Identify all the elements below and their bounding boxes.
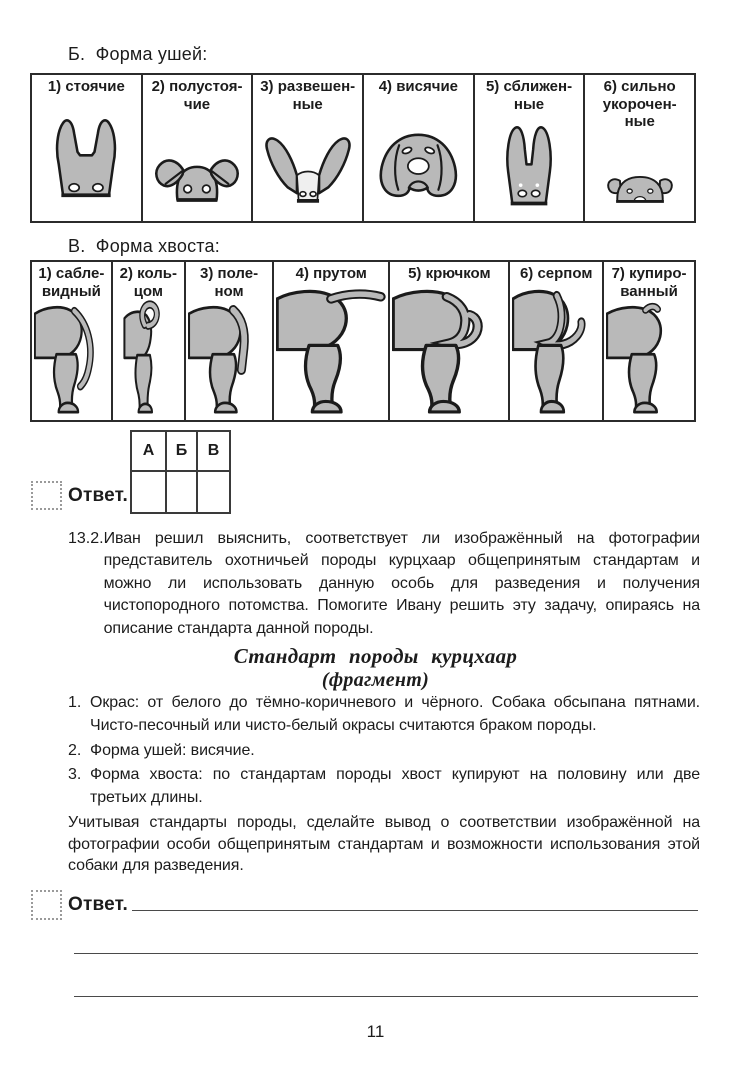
standard-item-2: 2. Форма ушей: висячие. — [68, 741, 255, 759]
dog-tail-sickle-illustration — [512, 283, 600, 418]
tail-type-label: 6) серпом — [519, 265, 593, 282]
tails-table-cell-2 — [111, 262, 184, 420]
dog-head-hanging-ears-svg — [366, 110, 471, 204]
dog-head-spread-ears-illustration — [255, 113, 360, 219]
answer-grid-header-b: Б — [165, 432, 196, 470]
dog-tail-saber-svg — [34, 300, 109, 418]
tails-table-cell-6 — [508, 262, 602, 420]
tails-table — [30, 260, 696, 422]
dog-tail-hook-svg — [392, 283, 506, 418]
score-box[interactable] — [31, 481, 62, 510]
dog-head-close-set-ears-svg — [479, 118, 579, 214]
task-number: 13.2. — [68, 530, 104, 547]
page-number: 11 — [366, 1022, 385, 1041]
dog-tail-rod-illustration — [276, 283, 386, 418]
dog-head-erect-ears-svg — [35, 109, 137, 205]
ear-type-label: 6) сильно укорочен- ные — [602, 78, 677, 131]
ear-type-label: 4) висячие — [378, 78, 459, 95]
dog-tail-saber-illustration — [34, 300, 109, 418]
ears-table-cell-5 — [473, 75, 584, 221]
dog-tail-sickle-svg — [512, 283, 600, 418]
tails-table-cell-7 — [602, 262, 694, 420]
standard-subtitle: (фрагмент) — [321, 669, 430, 691]
answer-grid-header-v: В — [196, 432, 229, 470]
task-13-2 — [68, 528, 700, 640]
task-text: Иван решил выяснить, соответствует ли изображённый на фотографии представитель охотничьей породы курцхаар общепринятым стандартам и можно ли использовать данную особь для разведения и получения чистопородного потомства. Помогите Ивану решить эту задачу, опираясь на описание стандарта данной породы. — [103, 530, 700, 637]
ears-table-cell-1 — [32, 75, 141, 221]
dog-head-semi-erect-ears-illustration — [145, 113, 250, 219]
ears-table — [30, 73, 696, 223]
dog-tail-ring-svg — [115, 300, 182, 418]
answer-label: Ответ. — [68, 485, 128, 506]
tail-type-label: 2) коль- цом — [119, 265, 178, 300]
ear-type-label: 5) сближен- ные — [485, 78, 573, 113]
standard-title: Стандарт породы курцхаар — [233, 644, 518, 668]
tails-table-cell-5 — [388, 262, 508, 420]
answer-grid-value-v[interactable] — [196, 470, 229, 512]
tail-type-label: 5) крючком — [408, 265, 491, 282]
dog-head-semi-erect-ears-svg — [146, 123, 248, 209]
tails-table-cell-3 — [184, 262, 272, 420]
tails-table-cell-4 — [272, 262, 388, 420]
ears-table-cell-6 — [583, 75, 694, 221]
tails-section-title: В. Форма хвоста: — [68, 236, 220, 256]
ear-type-label: 2) полустоя- чие — [151, 78, 243, 113]
answer-write-line-3[interactable] — [74, 996, 698, 997]
ears-section-title: Б. Форма ушей: — [68, 44, 208, 64]
dog-tail-rod-svg — [276, 283, 386, 418]
tail-type-label: 1) сабле- видный — [38, 265, 105, 300]
answer-line-label: Ответ. — [68, 894, 128, 915]
dog-head-hanging-ears-illustration — [366, 96, 471, 219]
dog-tail-docked-illustration — [606, 300, 692, 418]
dog-head-erect-ears-illustration — [34, 96, 139, 219]
tail-type-label: 4) прутом — [295, 265, 367, 282]
dog-head-spread-ears-svg — [257, 121, 359, 211]
tail-type-label: 7) купиро- ванный — [611, 265, 687, 300]
dog-tail-hook-illustration — [392, 283, 506, 418]
answer-write-line-2[interactable] — [74, 953, 698, 954]
dog-head-cropped-ears-svg — [589, 144, 691, 206]
ears-table-cell-3 — [251, 75, 362, 221]
dog-tail-ring-illustration — [115, 300, 182, 418]
score-box-2[interactable] — [31, 890, 62, 920]
conclusion-text: Учитывая стандарты породы, сделайте вывод о соответствии изображённой на фотографии особи общепринятым стандартам и возможности использования этой собаки для разведения. — [68, 814, 700, 875]
ears-table-cell-4 — [362, 75, 473, 221]
dog-tail-docked-svg — [606, 300, 692, 418]
answer-grid-header-a: А — [142, 442, 155, 459]
tails-table-cell-1 — [32, 262, 111, 420]
dog-tail-log-svg — [188, 300, 270, 418]
ears-table-cell-2 — [141, 75, 252, 221]
tail-type-label: 3) поле- ном — [200, 265, 259, 300]
standard-item-1: 1. Окрас: от белого до тёмно-коричневого и чёрного. Собака обсыпана пятнами. Чисто-песочный или чисто-белый окрасы считаются браком породы. — [68, 694, 700, 734]
dog-head-close-set-ears-illustration — [477, 113, 582, 219]
answer-grid-value-b[interactable] — [165, 470, 196, 512]
standard-item-3: 3. Форма хвоста: по стандартам породы хвост купируют на половину или две третьих длины. — [68, 766, 700, 807]
answer-grid — [130, 430, 231, 514]
dog-head-cropped-ears-illustration — [587, 131, 692, 219]
answer-grid-value-a[interactable] — [132, 470, 165, 512]
ear-type-label: 1) стоячие — [47, 78, 125, 95]
ear-type-label: 3) развешен- ные — [260, 78, 356, 113]
dog-tail-log-illustration — [188, 300, 270, 418]
standard-list — [68, 692, 700, 812]
answer-write-line-1[interactable] — [132, 910, 698, 911]
